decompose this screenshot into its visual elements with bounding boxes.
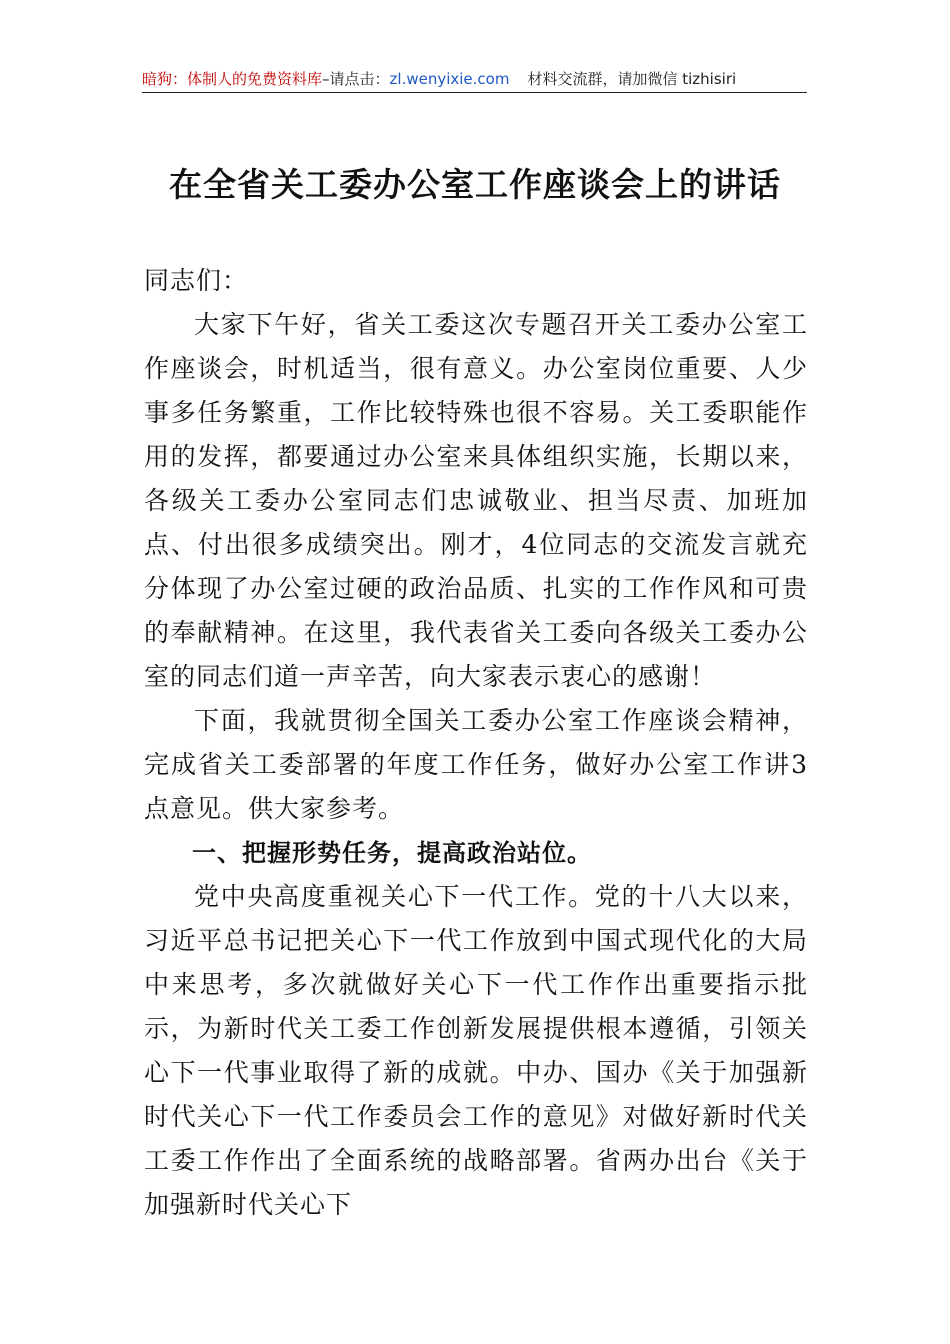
section-heading-1: 一、把握形势任务，提高政治站位。 — [192, 839, 592, 867]
salutation: 同志们： — [144, 266, 249, 295]
header-contact: 材料交流群，请加微信 tizhisiri — [527, 70, 737, 88]
document-body — [144, 259, 808, 1227]
paragraph-section-1: 党中央高度重视关心下一代工作。党的十八大以来，习近平总书记把关心下一代工作放到中国式现代化的大局中来思考，多次就做好关心下一代工作作出重要指示批示，为新时代关工委工作创新发展提供根本遵循，引领关心下一代事业取得了新的成就。中办、国办《关于加强新时代关心下一代工作委员会工作的意见》对做好新时代关工委工作作出了全面系统的战略部署。省两办出台《关于加强新时代关心下 — [144, 882, 808, 1219]
paragraph-opening: 大家下午好，省关工委这次专题召开关工委办公室工作座谈会，时机适当，很有意义。办公室岗位重要、人少事多任务繁重，工作比较特殊也很不容易。关工委职能作用的发挥，都要通过办公室来具体组织实施，长期以来，各级关工委办公室同志们忠诚敬业、担当尽责、加班加点、付出很多成绩突出。刚才，4位同志的交流发言就充分体现了办公室过硬的政治品质、扎实的工作作风和可贵的奉献精神。在这里，我代表省关工委向各级关工委办公室的同志们道一声辛苦，向大家表示衷心的感谢！ — [144, 310, 808, 691]
header-brand: 暗狗：体制人的免费资料库 — [142, 70, 323, 88]
document-title: 在全省关工委办公室工作座谈会上的讲话 — [169, 165, 781, 204]
page-header-banner — [142, 66, 807, 93]
header-url-link[interactable]: zl.wenyixie.com — [389, 70, 510, 88]
header-prompt: –请点击： — [322, 70, 390, 88]
paragraph-outline: 下面，我就贯彻全国关工委办公室工作座谈会精神，完成省关工委部署的年度工作任务，做好办公室工作讲3点意见。供大家参考。 — [144, 706, 808, 823]
